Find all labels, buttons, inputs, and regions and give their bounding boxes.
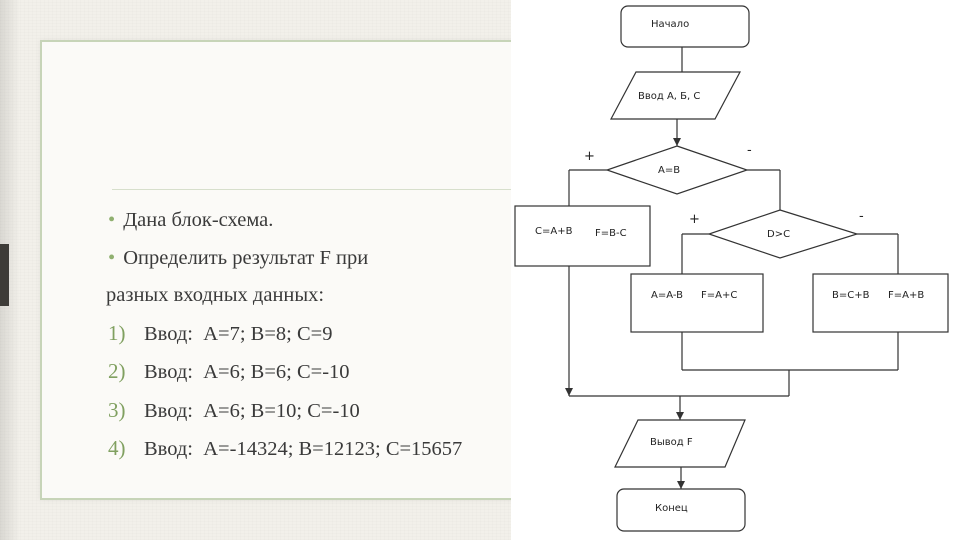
- task-text: [108, 202, 518, 469]
- arrowhead: [565, 388, 573, 396]
- case-number: 4): [108, 436, 126, 460]
- bullet-icon: •: [108, 209, 116, 231]
- case-values: A=-14324; B=12123; C=15657: [203, 438, 463, 460]
- case-values: A=6; B=6; C=-10: [203, 361, 350, 383]
- title-divider: [112, 189, 522, 190]
- process-middle: [631, 274, 763, 332]
- case-number: 2): [108, 359, 126, 383]
- flowchart-shapes: [515, 6, 948, 531]
- decision-1-label: A=B: [658, 165, 681, 176]
- right-box-line-2: F=A+B: [888, 290, 925, 301]
- case-1: [108, 315, 518, 354]
- output-label: Вывод F: [650, 437, 693, 448]
- case-label: Ввод:: [144, 361, 193, 383]
- right-box-line-1: B=C+B: [832, 290, 870, 301]
- bullet-text-1: Дана блок-схема.: [123, 209, 274, 231]
- decision-2-label: D>C: [767, 229, 791, 240]
- arrowhead: [677, 481, 685, 489]
- arrowhead: [676, 412, 684, 420]
- case-values: A=7; B=8; C=9: [203, 322, 333, 345]
- left-box-line-1: C=A+B: [535, 226, 573, 237]
- decision-1-yes: +: [584, 149, 595, 164]
- case-2: [108, 353, 518, 392]
- bullet-line-1: [108, 202, 518, 240]
- start-label: Начало: [651, 19, 690, 30]
- case-number: 1): [108, 320, 126, 345]
- flowchart-panel: [511, 0, 960, 540]
- case-label: Ввод:: [144, 399, 193, 422]
- decision-2-yes: +: [689, 212, 700, 227]
- continuation-line: разных входных данных:: [106, 284, 325, 306]
- decision-2-no: -: [859, 209, 864, 224]
- middle-box-line-2: F=A+C: [701, 290, 738, 301]
- left-box-line-2: F=B-C: [595, 228, 627, 239]
- decision-1-no: -: [747, 143, 752, 158]
- case-3: [108, 392, 518, 431]
- end-label: Конец: [655, 503, 688, 514]
- bullet-line-2: [108, 240, 518, 278]
- case-label: Ввод:: [144, 438, 193, 460]
- bullet-icon: •: [108, 246, 116, 269]
- input-label: Ввод А, Б, С: [638, 91, 701, 102]
- process-right: [813, 274, 948, 332]
- middle-box-line-1: A=A-B: [651, 290, 683, 301]
- flowchart: [511, 0, 960, 540]
- case-4: [108, 430, 518, 469]
- case-number: 3): [108, 397, 126, 422]
- case-values: A=6; B=10; C=-10: [203, 399, 360, 422]
- arrowhead: [673, 138, 681, 146]
- bullet-text-2: Определить результат F при: [123, 246, 369, 269]
- case-label: Ввод:: [144, 322, 193, 345]
- left-edge-tab: [0, 244, 9, 306]
